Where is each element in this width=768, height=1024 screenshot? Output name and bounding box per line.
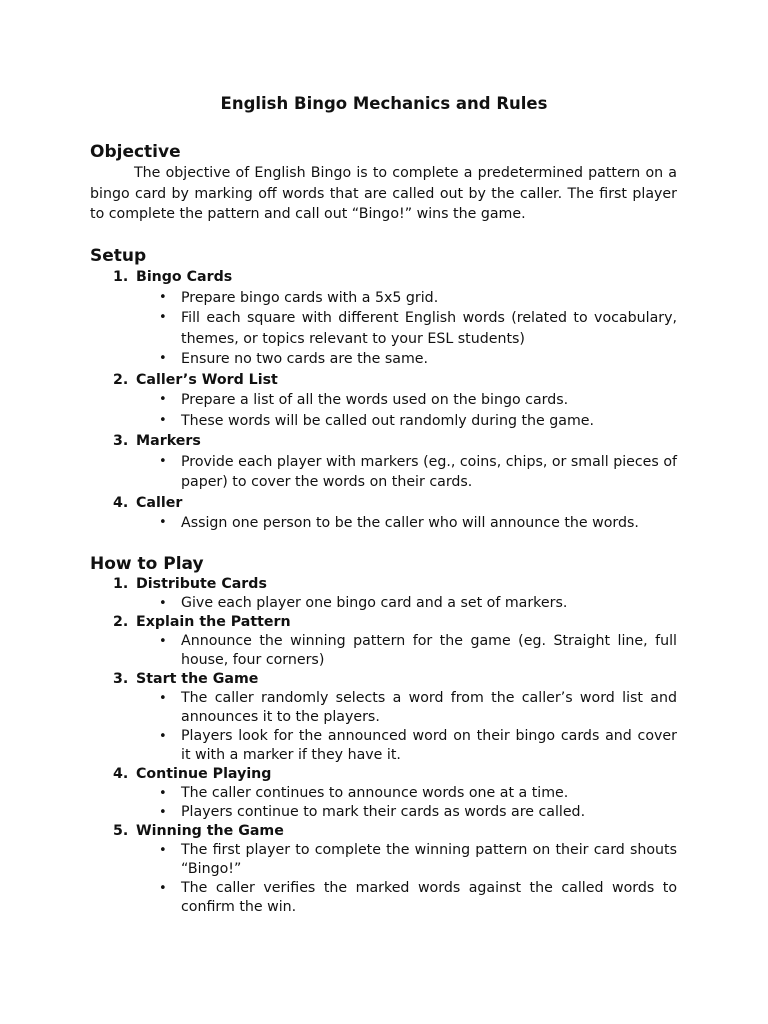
setup-item [90, 267, 677, 370]
bullet-icon: • [159, 392, 167, 407]
list-item: • Fill each square with different English words (related to vocabulary, themes, or topics relevant to your ESL students) [159, 310, 677, 347]
list-item: • Ensure no two cards are the same. [90, 349, 677, 370]
bullet-icon: • [159, 786, 167, 801]
how-to-play-list [90, 575, 677, 917]
list-item: • Players continue to mark their cards as words are called. [159, 804, 586, 820]
bullet-icon: • [159, 310, 167, 325]
bullet-icon: • [159, 289, 167, 305]
play-item [90, 613, 677, 670]
play-item [90, 670, 677, 765]
how-to-play-heading: How to Play [90, 554, 204, 574]
bullet-icon: • [159, 843, 167, 858]
bullet-icon: • [159, 412, 167, 428]
setup-item [90, 431, 677, 493]
bullet-icon: • [159, 634, 167, 649]
bullet-icon: • [159, 515, 167, 530]
setup-item-title: 3. Markers [90, 431, 677, 452]
setup-item-title: 2. Caller’s Word List [90, 370, 677, 391]
item-number: 5. [113, 823, 129, 839]
objective-text: The objective of English Bingo is to complete a predetermined pattern on a bingo card by marking off words that are called out by the caller. The first player to complete the pattern and call out “Bingo!” wins the game. [90, 165, 677, 222]
bullet-icon: • [159, 351, 167, 366]
list-item: • Provide each player with markers (eg., coins, chips, or small pieces of paper) to cover the words on their cards. [159, 453, 677, 490]
list-item: • Prepare a list of all the words used on the bingo cards. [90, 390, 677, 411]
item-number: 3. [113, 433, 129, 449]
bullet-icon: • [159, 453, 167, 469]
bullet-icon: • [159, 881, 167, 896]
setup-item [90, 370, 677, 432]
play-item-title: 3. Start the Game [113, 671, 259, 687]
list-item: • The first player to complete the winning pattern on their card shouts “Bingo!” [159, 842, 677, 877]
item-number: 4. [113, 494, 129, 511]
item-number: 1. [113, 269, 129, 285]
list-item: • Give each player one bingo card and a set of markers. [159, 595, 568, 611]
objective-paragraph [90, 163, 677, 225]
bullet-icon: • [159, 691, 167, 706]
item-number: 4. [113, 766, 129, 782]
setup-list [90, 267, 677, 534]
setup-heading: Setup [90, 246, 147, 266]
list-item: • These words will be called out randomly during the game. [90, 411, 677, 432]
list-item: • Players look for the announced word on their bingo cards and cover it with a marker if they have it. [159, 728, 677, 763]
setup-item [90, 493, 677, 534]
bullet-icon: • [159, 729, 167, 744]
setup-item-title: 1. Bingo Cards [90, 267, 677, 288]
play-item-title: 1. Distribute Cards [113, 576, 267, 592]
play-item-title: 2. Explain the Pattern [113, 614, 291, 630]
play-item [90, 765, 677, 822]
list-item: • Announce the winning pattern for the game (eg. Straight line, full house, four corners) [159, 633, 677, 668]
document-title: English Bingo Mechanics and Rules [220, 94, 548, 113]
play-item [90, 822, 677, 917]
objective-heading: Objective [90, 142, 181, 162]
list-item: • Prepare bingo cards with a 5x5 grid. [90, 288, 677, 309]
list-item: • Assign one person to be the caller who will announce the words. [90, 513, 677, 534]
list-item: • The caller randomly selects a word from the caller’s word list and announces it to the players. [159, 690, 677, 725]
bullet-icon: • [159, 596, 167, 611]
item-number: 1. [113, 576, 129, 592]
play-item-title: 5. Winning the Game [113, 823, 284, 839]
item-number: 2. [113, 371, 129, 388]
list-item: • The caller continues to announce words one at a time. [159, 785, 569, 801]
setup-item-title: 4. Caller [90, 493, 677, 514]
item-number: 3. [113, 671, 129, 687]
bullet-icon: • [159, 805, 167, 820]
play-item [90, 575, 677, 613]
list-item: • The caller verifies the marked words against the called words to confirm the win. [159, 880, 677, 915]
item-number: 2. [113, 614, 129, 630]
play-item-title: 4. Continue Playing [113, 766, 272, 782]
